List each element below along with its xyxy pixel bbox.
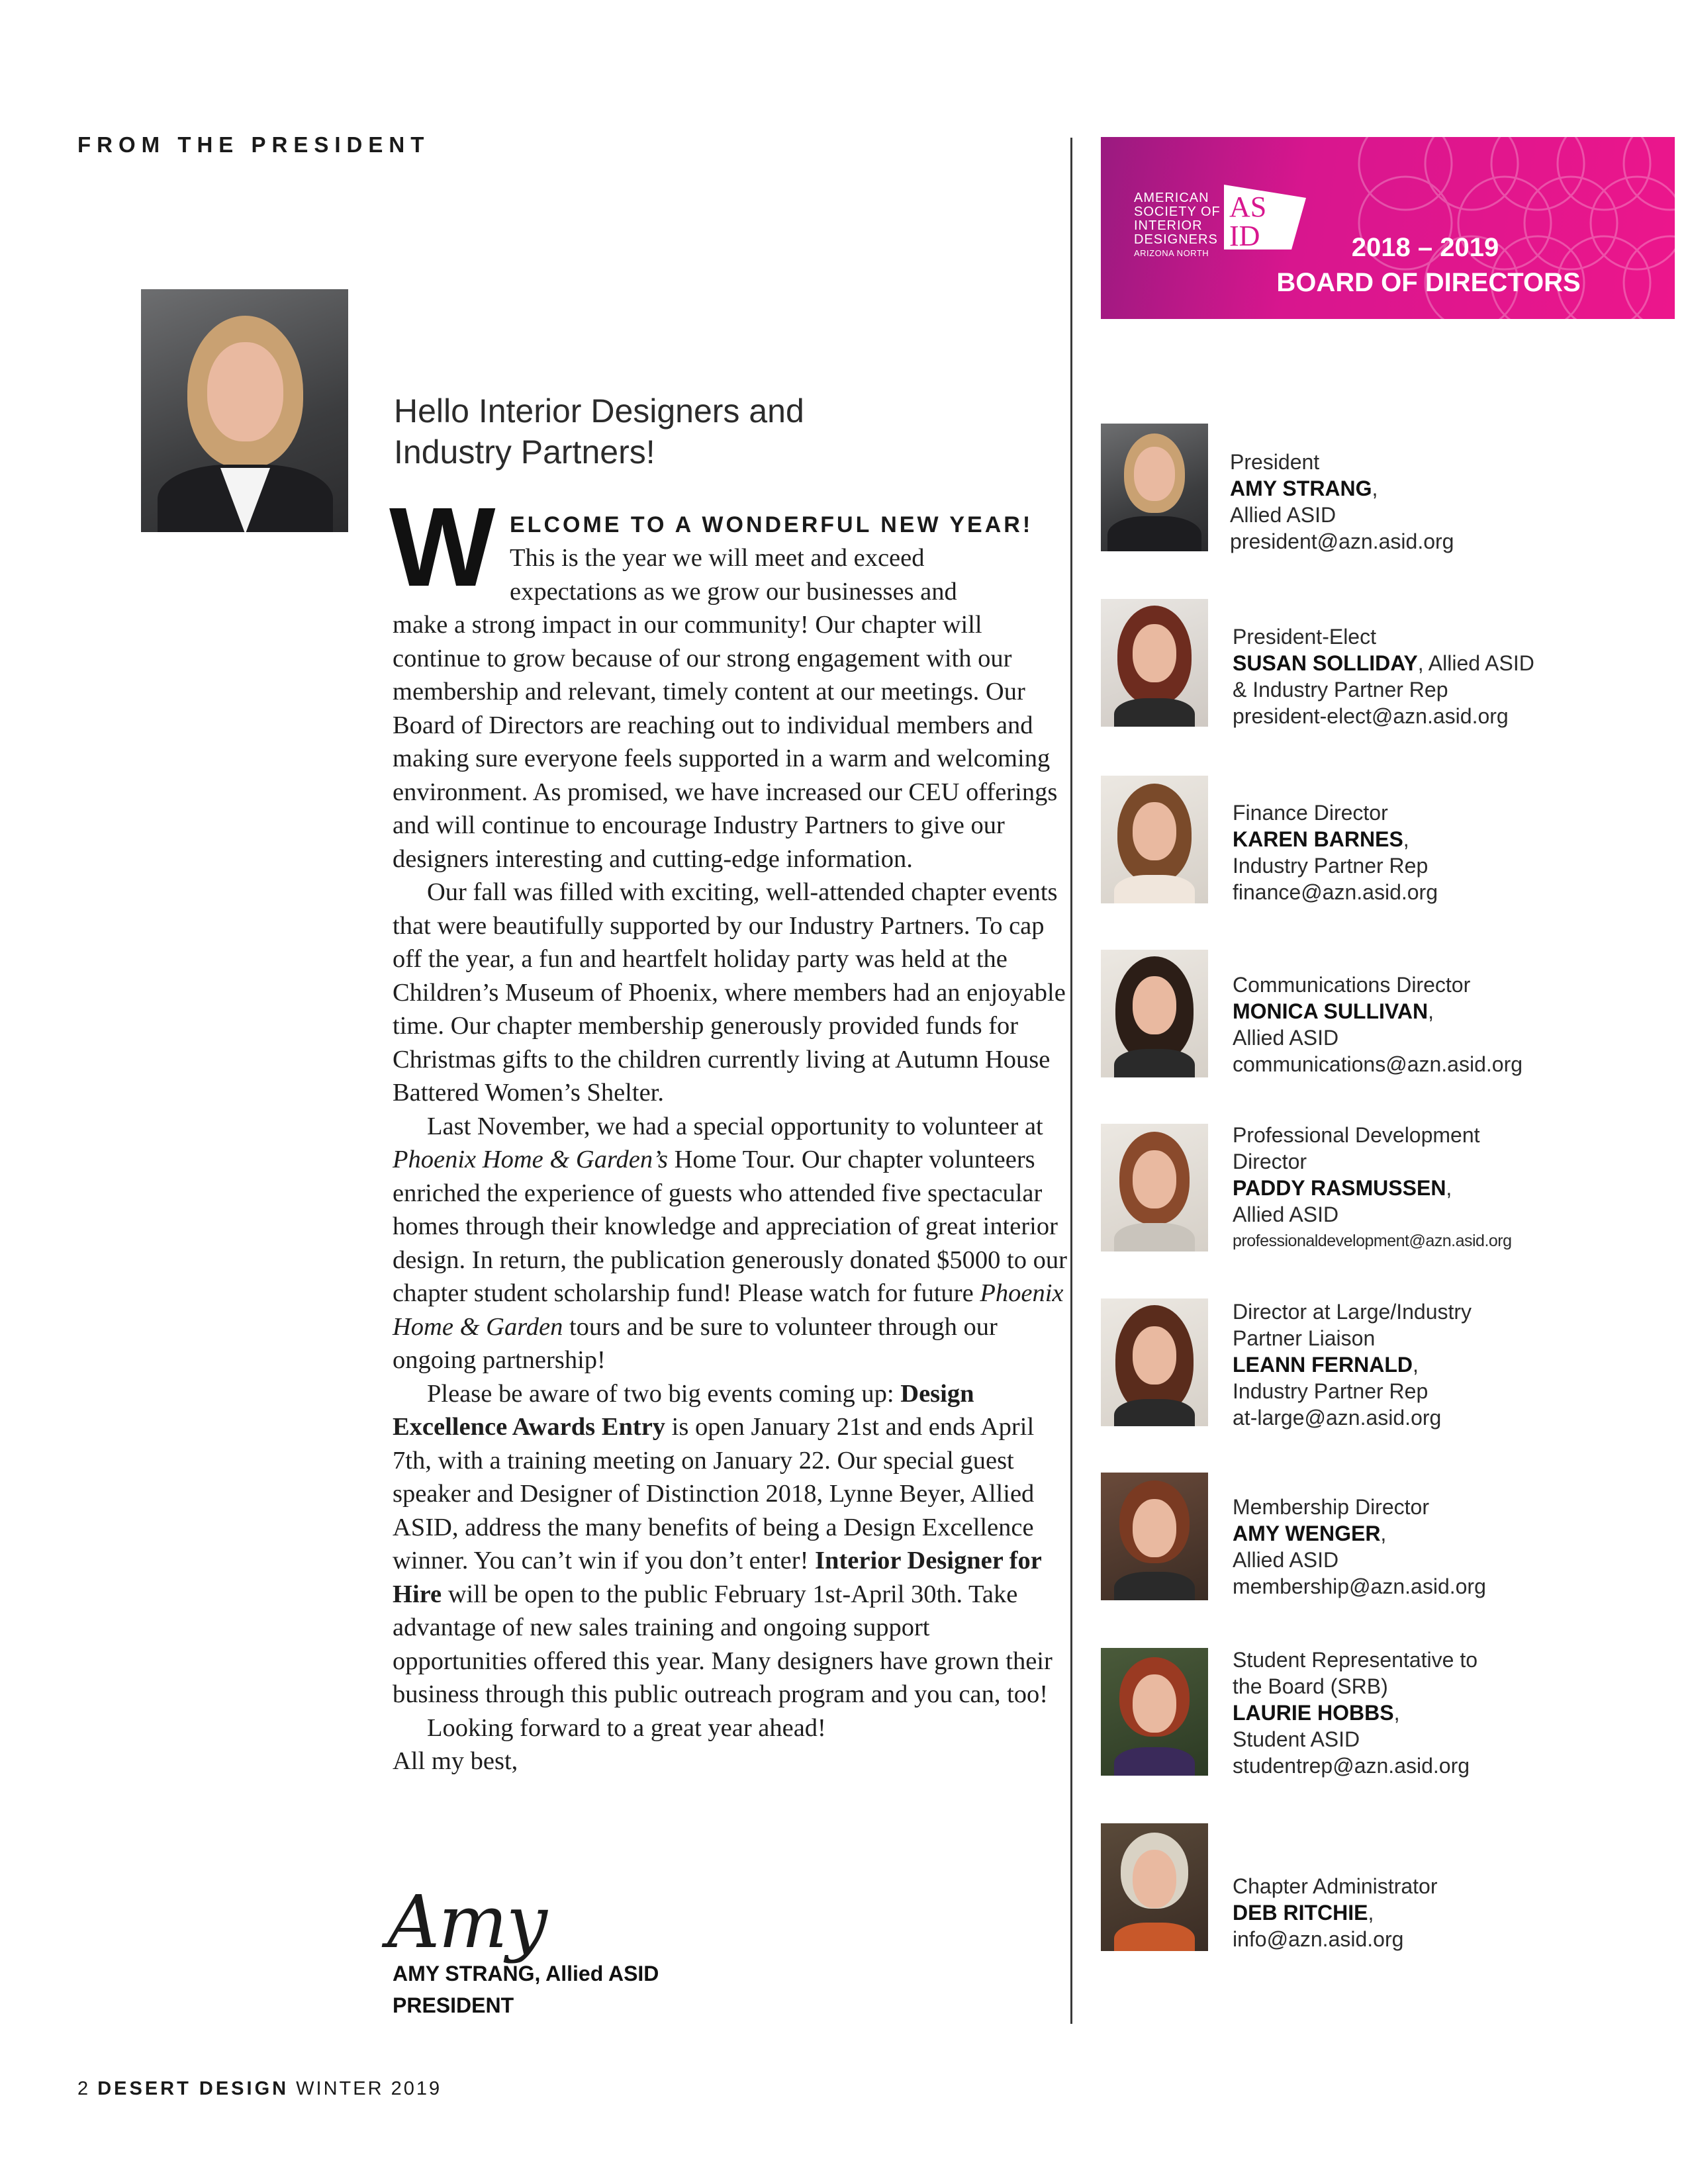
asid-org-name: AMERICAN SOCIETY OF INTERIOR DESIGNERS — [1134, 191, 1221, 247]
board-member-photo — [1101, 1298, 1208, 1426]
letter-closing: All my best, — [393, 1747, 518, 1775]
signer-title: PRESIDENT — [393, 1993, 514, 2017]
greeting-line-2: Industry Partners! — [394, 433, 655, 471]
signer-name: AMY STRANG, Allied ASID — [393, 1962, 659, 1985]
drop-cap: W — [389, 484, 496, 610]
board-member-professional-development: Professional Development Director PADDY RASMUSSEN, Allied ASID professionaldevelopment@azn.asid.org — [1233, 1123, 1512, 1250]
board-member-photo — [1101, 1473, 1208, 1600]
board-banner — [1101, 137, 1675, 319]
board-member-president-elect: President-Elect SUSAN SOLLIDAY, Allied ASID & Industry Partner Rep president-elect@azn.asid.org — [1233, 625, 1534, 728]
board-member-chapter-administrator: Chapter Administrator DEB RITCHIE, info@azn.asid.org — [1233, 1874, 1438, 1951]
svg-text:AS: AS — [1229, 191, 1267, 223]
board-title: BOARD OF DIRECTORS — [1276, 268, 1581, 297]
board-member-director-at-large: Director at Large/Industry Partner Liaison LEANN FERNALD, Industry Partner Rep at-large@azn.asid.org — [1233, 1300, 1472, 1430]
board-years: 2018 – 2019 — [1351, 233, 1499, 262]
letter-paragraph-4: Please be aware of two big events coming up: Design Excellence Awards Entry is open January 21st and ends April 7th, with a training meeting on January 22. Our special guest speaker and Designer of Distinction 2018, Lynne Beyer, Allied ASID, address the many benefits of being a Design Excellence winner. You can’t win if you don’t enter! Interior Designer for Hire will be open to the public February 1st-April 30th. Take advantage of new sales training and ongoing support opportunities offered this year. Many designers have grown their business through this public outreach program and you can, too! — [393, 1379, 1053, 1708]
letter-paragraph-1: make a strong impact in our community! Our chapter will continue to grow because of our strong engagement with our membership and relevant, timely content at our meetings. Our Board of Directors are reaching out to individual members and making sure everyone feels supported in a warm and welcoming environment. As promised, we have increased our CEU offerings and will continue to encourage Industry Partners to give our designers interesting and cutting-edge information. — [393, 611, 1058, 873]
page-footer — [77, 2078, 442, 2100]
board-member-finance-director: Finance Director KAREN BARNES, Industry Partner Rep finance@azn.asid.org — [1233, 801, 1438, 904]
magazine-name: DESERT DESIGN — [97, 2078, 289, 2099]
letter-body — [393, 608, 1068, 1778]
column-divider — [1070, 138, 1072, 2024]
letter-greeting — [394, 390, 857, 473]
issue-label: WINTER 2019 — [296, 2078, 442, 2099]
asid-chapter: ARIZONA NORTH — [1134, 248, 1209, 258]
board-member-president: President AMY STRANG, Allied ASID president@azn.asid.org — [1230, 450, 1454, 553]
board-member-photo — [1101, 1648, 1208, 1776]
letter-paragraph-2: Our fall was filled with exciting, well-attended chapter events that were beautifully supported by our Industry Partners. To cap off the year, a fun and heartfelt holiday party was held at the Children’s Museum of Phoenix, where members had an enjoyable time. Our chapter membership generously provided funds for Christmas gifts to the children currently living at Autumn House Battered Women’s Shelter. — [393, 878, 1066, 1107]
letter-line: expectations as we grow our businesses and — [510, 577, 957, 606]
signature: Amy — [387, 1880, 546, 1964]
board-member-membership-director: Membership Director AMY WENGER, Allied ASID membership@azn.asid.org — [1233, 1495, 1486, 1598]
svg-text:ID: ID — [1229, 220, 1260, 252]
greeting-line-1: Hello Interior Designers and — [394, 392, 804, 430]
board-member-photo — [1101, 599, 1208, 727]
letter-paragraph-3: Last November, we had a special opportunity to volunteer at Phoenix Home & Garden’s Home Tour. Our chapter volunteers enriched the experience of guests who attended five spectacular homes through their knowledge and appreciation of great interior design. In return, the publication generously donated $5000 to our chapter student scholarship fund! Please watch for future Phoenix Home & Garden tours and be sure to volunteer through our ongoing partnership! — [393, 1112, 1067, 1374]
board-member-photo — [1101, 1124, 1208, 1251]
board-member-photo — [1101, 424, 1208, 551]
welcome-heading: ELCOME TO A WONDERFUL NEW YEAR! — [510, 512, 1033, 537]
board-member-communications-director: Communications Director MONICA SULLIVAN, Allied ASID communications@azn.asid.org — [1233, 973, 1523, 1076]
asid-logo-icon — [1219, 175, 1318, 255]
board-member-photo — [1101, 950, 1208, 1077]
board-member-photo — [1101, 1823, 1208, 1951]
letter-line: This is the year we will meet and exceed — [510, 544, 925, 572]
board-member-photo — [1101, 776, 1208, 903]
signature-block — [393, 1958, 659, 2021]
letter-paragraph-5: Looking forward to a great year ahead! — [427, 1713, 826, 1742]
page-number: 2 — [77, 2078, 91, 2099]
board-member-student-representative: Student Representative to the Board (SRB) LAURIE HOBBS, Student ASID studentrep@azn.asid.org — [1233, 1648, 1478, 1778]
president-photo — [141, 289, 348, 532]
section-label: FROM THE PRESIDENT — [77, 132, 430, 157]
letter-paragraph-1-start — [510, 541, 1079, 608]
